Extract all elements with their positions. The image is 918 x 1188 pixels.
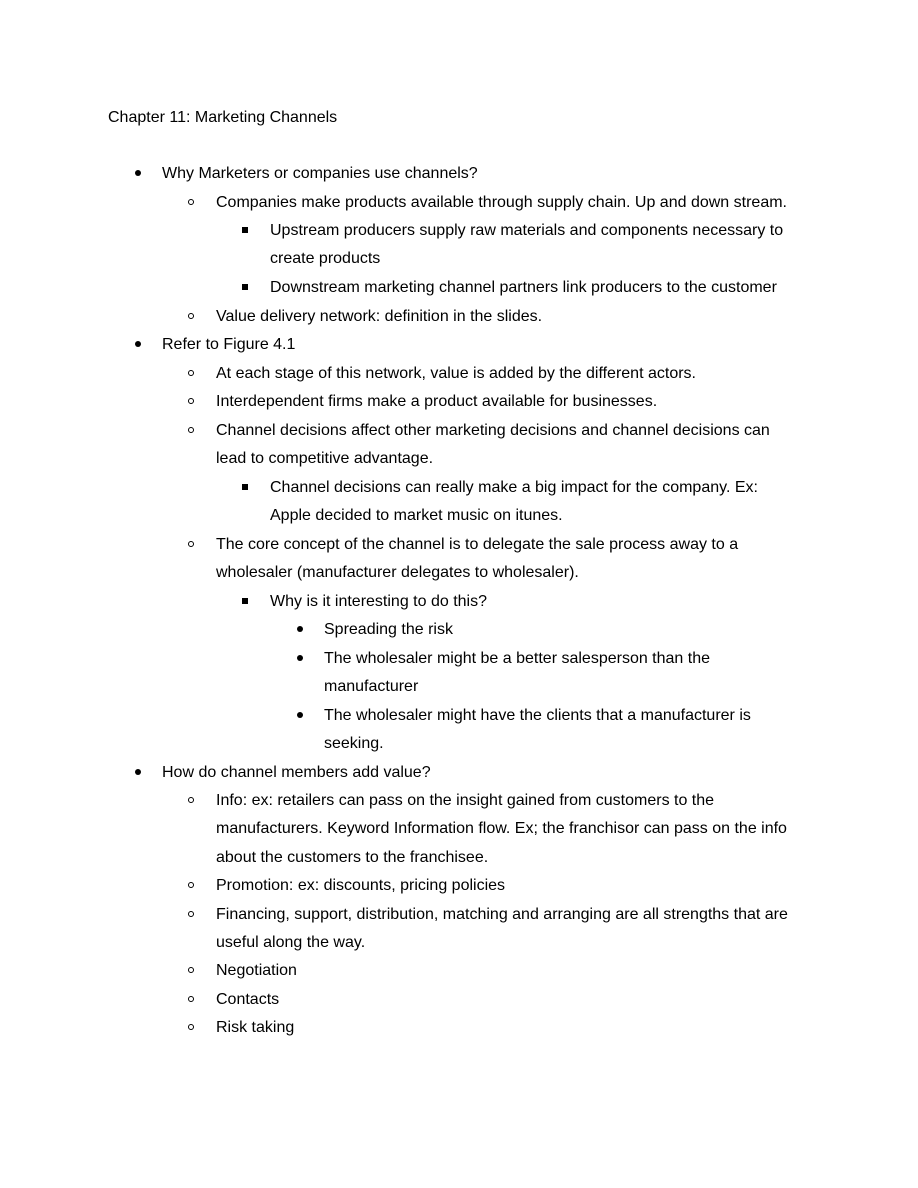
bullet-circle-icon [188, 189, 218, 217]
bullet-circle-icon [188, 1014, 218, 1042]
list-item [270, 588, 812, 616]
list-item [270, 274, 812, 302]
list-item-text: Promotion: ex: discounts, pricing policies [216, 877, 506, 894]
bullet-square-icon [242, 588, 272, 616]
bullet-circle-icon [188, 531, 218, 559]
list-item-text: Interdependent firms make a product available for businesses. [216, 393, 658, 410]
bullet-circle-icon [188, 787, 218, 815]
list-item-text: Negotiation [216, 962, 297, 979]
bullet-dot-icon [297, 702, 327, 730]
list-item-text: Info: ex: retailers can pass on the insight gained from customers to the manufacturers. Keyword Information flow. Ex; the franchisor can pass on the info about the customers to the franchisee. [216, 792, 787, 866]
list-item [216, 901, 812, 958]
list-item [162, 331, 812, 359]
list-item-text: How do channel members add value? [162, 764, 431, 781]
bullet-dot-icon [297, 616, 327, 644]
list-item-text: Contacts [216, 991, 280, 1008]
list-item-text: Why Marketers or companies use channels? [162, 165, 478, 182]
list-item [216, 957, 812, 985]
list-item [270, 217, 805, 274]
list-item-text: Downstream marketing channel partners link producers to the customer [270, 279, 777, 296]
list-item [216, 872, 812, 900]
bullet-square-icon [242, 274, 272, 302]
bullet-square-icon [242, 217, 272, 245]
bullet-dot-icon [135, 160, 165, 188]
list-item-text: Channel decisions affect other marketing decisions and channel decisions can lead to competitive advantage. [216, 422, 770, 468]
list-item-text: Upstream producers supply raw materials and components necessary to create products [270, 222, 784, 268]
list-item [216, 388, 812, 416]
list-item [216, 189, 812, 217]
list-item-text: The wholesaler might have the clients that a manufacturer is seeking. [324, 707, 751, 753]
list-item [216, 986, 812, 1014]
list-item-text: The core concept of the channel is to delegate the sale process away to a wholesaler (manufacturer delegates to wholesaler). [216, 536, 739, 582]
bullet-circle-icon [188, 957, 218, 985]
list-item [324, 702, 774, 759]
list-item-text: At each stage of this network, value is added by the different actors. [216, 365, 696, 382]
bullet-circle-icon [188, 360, 218, 388]
bullet-dot-icon [135, 331, 165, 359]
list-item-text: Value delivery network: definition in the slides. [216, 308, 543, 325]
list-item [324, 616, 794, 644]
list-item [216, 303, 812, 331]
bullet-circle-icon [188, 872, 218, 900]
list-item-text: Risk taking [216, 1019, 295, 1036]
list-item [216, 1014, 812, 1042]
list-item [324, 645, 734, 702]
list-item-text: The wholesaler might be a better salesperson than the manufacturer [324, 650, 711, 696]
list-item-text: Companies make products available through supply chain. Up and down stream. [216, 194, 787, 211]
list-item-text: Financing, support, distribution, matching and arranging are all strengths that are useful along the way. [216, 906, 788, 952]
bullet-dot-icon [135, 759, 165, 787]
bullet-circle-icon [188, 303, 218, 331]
bullet-square-icon [242, 474, 272, 502]
list-item [216, 360, 812, 388]
list-item [216, 787, 812, 872]
bullet-dot-icon [297, 645, 327, 673]
list-item [162, 759, 812, 787]
bullet-circle-icon [188, 901, 218, 929]
bullet-circle-icon [188, 388, 218, 416]
list-item [162, 160, 812, 188]
list-item-text: Refer to Figure 4.1 [162, 336, 296, 353]
list-item-text: Spreading the risk [324, 621, 453, 638]
list-item [216, 531, 776, 588]
list-item [216, 417, 796, 474]
list-item [270, 474, 780, 531]
bullet-circle-icon [188, 417, 218, 445]
list-item-text: Why is it interesting to do this? [270, 593, 487, 610]
list-item-text: Channel decisions can really make a big impact for the company. Ex: Apple decided to market music on itunes. [270, 479, 758, 525]
bullet-circle-icon [188, 986, 218, 1014]
page-title: Chapter 11: Marketing Channels [108, 109, 338, 126]
